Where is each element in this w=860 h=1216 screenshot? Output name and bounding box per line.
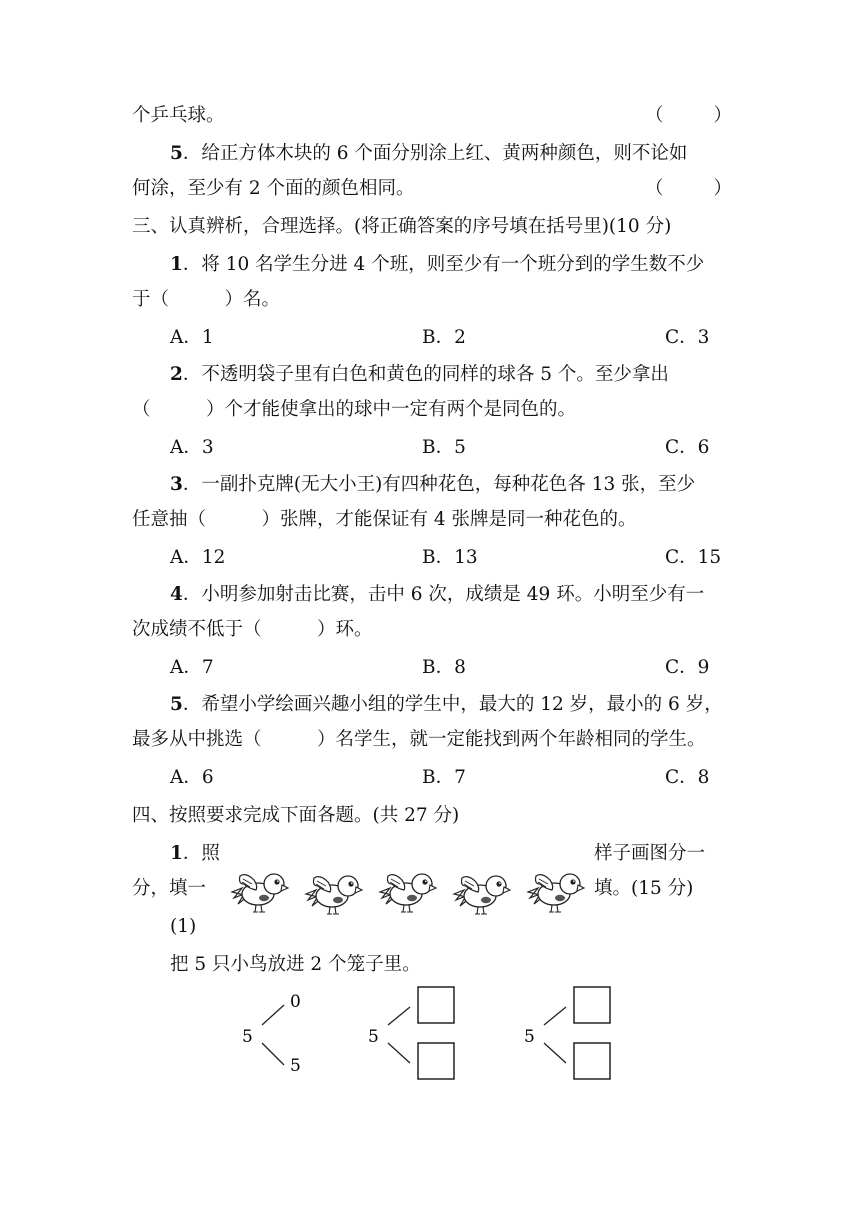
option-b[interactable]: B．13	[422, 547, 478, 568]
birds-illustration	[228, 862, 590, 920]
s3-q1-line1	[170, 253, 770, 277]
option-c[interactable]: C．6	[665, 437, 710, 458]
s3-q4-line1	[170, 583, 770, 607]
bracket-open: （	[645, 178, 664, 199]
question-number: 3	[170, 474, 183, 495]
option-c[interactable]: C．8	[665, 767, 710, 788]
question-text: ．给正方体木块的 6 个面分别涂上红、黄两种颜色，则不论如	[182, 143, 688, 164]
example-bottom: 5	[290, 1056, 301, 1076]
option-b[interactable]: B．5	[422, 437, 466, 458]
option-c[interactable]: C．3	[665, 327, 710, 348]
split-line-top	[388, 1007, 410, 1025]
question-number: 1	[170, 843, 183, 864]
section4-heading: 四、按照要求完成下面各题。(共 27 分)	[132, 805, 460, 826]
s3-q2-line2: （ ）个才能使拿出的球中一定有两个是同色的。	[132, 399, 577, 420]
answer-box-bottom[interactable]	[418, 1043, 454, 1079]
s3-q2-line1	[170, 363, 770, 387]
question-text: ．一副扑克牌(无大小王)有四种花色，每种花色各 13 张，至少	[182, 474, 696, 495]
option-a[interactable]: A．12	[170, 547, 226, 568]
q4-end-text: 个乒乓球。	[132, 105, 225, 126]
option-a[interactable]: A．6	[170, 767, 214, 788]
split-line-top	[262, 1005, 284, 1025]
option-a[interactable]: A．3	[170, 437, 214, 458]
s3-q1-line2: 于（ ）名。	[132, 289, 281, 310]
s3-q4-line2: 次成绩不低于（ ）环。	[132, 619, 373, 640]
s3-q3-line1	[170, 473, 770, 497]
blank-split-diagram-2	[522, 985, 622, 1090]
s3-q5-line2: 最多从中挑选（ ）名学生，就一定能找到两个年龄相同的学生。	[132, 729, 706, 750]
bracket-close: ）	[713, 105, 732, 126]
example-split-diagram	[240, 985, 320, 1080]
bird-icon	[380, 874, 436, 912]
split-line-bottom	[544, 1043, 566, 1063]
option-a[interactable]: A．7	[170, 657, 214, 678]
bird-icon	[454, 876, 510, 914]
instruction-text: 把 5 只小鸟放进 2 个笼子里。	[170, 954, 421, 975]
answer-blank-q5[interactable]	[645, 177, 732, 201]
question-number: 5	[170, 143, 183, 164]
question-text: ．将 10 名学生分进 4 个班，则至少有一个班分到的学生数不少	[182, 254, 705, 275]
option-a[interactable]: A．1	[170, 327, 214, 348]
bracket-open: （	[645, 105, 664, 126]
answer-box-top[interactable]	[418, 987, 454, 1023]
option-c[interactable]: C．9	[665, 657, 710, 678]
sub-question-1: (1)	[170, 916, 197, 937]
q5-line2	[132, 177, 732, 201]
s4-q1-part2: 样子画图分一	[594, 843, 706, 864]
answer-blank-q4[interactable]	[645, 104, 732, 128]
option-b[interactable]: B．8	[422, 657, 466, 678]
question-text: ．小明参加射击比赛，击中 6 次，成绩是 49 环。小明至少有一	[182, 584, 705, 605]
s4-q1-part1	[170, 842, 230, 866]
split-line-bottom	[262, 1043, 284, 1065]
question-number: 5	[170, 694, 183, 715]
bird-icon	[232, 874, 288, 912]
option-c[interactable]: C．15	[665, 547, 722, 568]
split-line-bottom	[388, 1043, 410, 1063]
question-text: 何涂，至少有 2 个面的颜色相同。	[132, 178, 415, 199]
example-total: 5	[242, 1027, 253, 1047]
s3-q3-line2: 任意抽（ ）张牌，才能保证有 4 张牌是同一种花色的。	[132, 509, 637, 530]
option-b[interactable]: B．2	[422, 327, 466, 348]
question-text: ．不透明袋子里有白色和黄色的同样的球各 5 个。至少拿出	[182, 364, 669, 385]
answer-box-top[interactable]	[574, 987, 610, 1023]
blank-total: 5	[368, 1027, 379, 1047]
bird-icon	[306, 876, 362, 914]
s3-q5-line1	[170, 693, 770, 717]
bird-icon	[528, 874, 584, 912]
blank-split-diagram-1	[366, 985, 466, 1090]
s4-q1-part4: 填。(15 分)	[594, 878, 694, 899]
q5-line1	[170, 142, 770, 166]
bracket-close: ）	[713, 178, 732, 199]
question-text: ．照	[182, 843, 220, 864]
example-top: 0	[290, 992, 301, 1012]
question-number: 4	[170, 584, 183, 605]
answer-box-bottom[interactable]	[574, 1043, 610, 1079]
question-number: 2	[170, 364, 183, 385]
question-number: 1	[170, 254, 183, 275]
split-line-top	[544, 1007, 566, 1025]
s4-q1-part3: 分，填一	[132, 878, 207, 899]
question-text: ．希望小学绘画兴趣小组的学生中，最大的 12 岁，最小的 6 岁，	[182, 694, 723, 715]
q4-tail-text	[132, 104, 732, 128]
blank-total: 5	[524, 1027, 535, 1047]
option-b[interactable]: B．7	[422, 767, 466, 788]
section3-heading: 三、认真辨析，合理选择。(将正确答案的序号填在括号里)(10 分)	[132, 216, 672, 237]
